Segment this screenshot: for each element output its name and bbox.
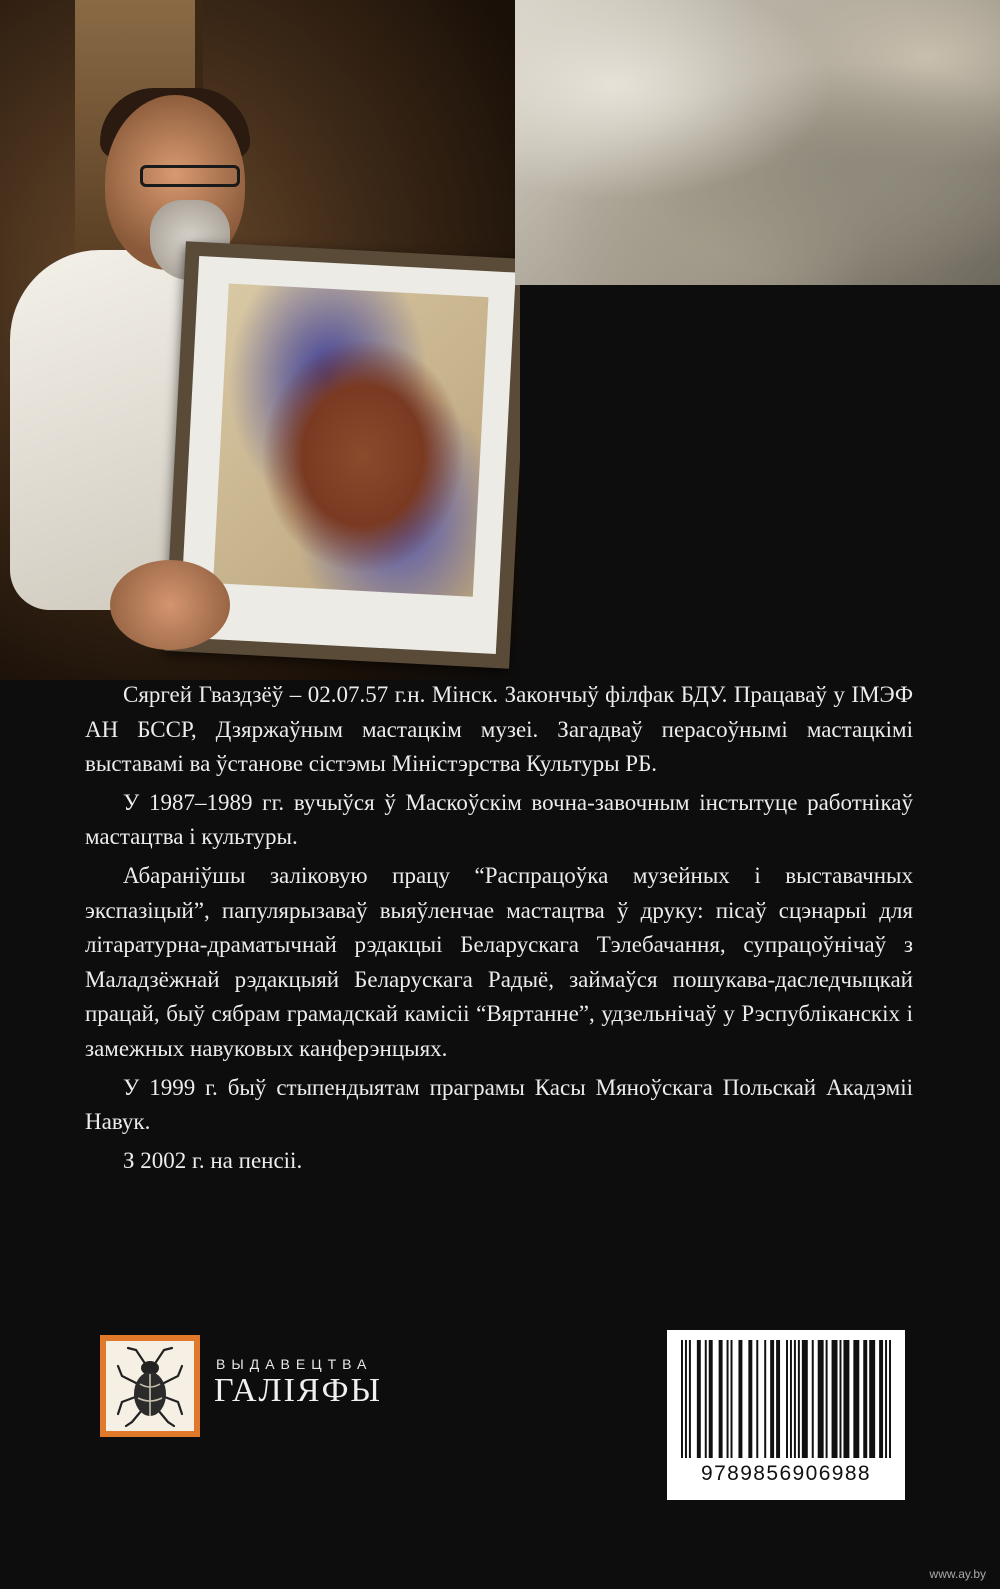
photo-glasses xyxy=(140,165,240,187)
site-watermark: www.ay.by xyxy=(929,1567,986,1581)
barcode-bar xyxy=(798,1340,800,1458)
barcode-bar xyxy=(818,1340,824,1458)
artwork-painting xyxy=(213,284,488,597)
publisher-label: ВЫДАВЕЦТВА xyxy=(216,1356,373,1372)
barcode-bar xyxy=(689,1340,691,1458)
isbn-number: 9789856906988 xyxy=(700,1462,872,1485)
author-bio xyxy=(85,678,913,1182)
barcode-bar xyxy=(770,1340,774,1458)
barcode-bar xyxy=(869,1340,875,1458)
barcode-bar xyxy=(889,1340,891,1458)
barcode-bar xyxy=(709,1340,713,1458)
barcode-bar xyxy=(727,1340,729,1458)
barcode-bars xyxy=(681,1340,891,1458)
barcode-bar xyxy=(879,1340,883,1458)
photo-hand xyxy=(110,560,230,650)
barcode-bar xyxy=(839,1340,841,1458)
barcode-bar xyxy=(685,1340,687,1458)
bio-paragraph: Сяргей Гваздзёў – 02.07.57 г.н. Мінск. Закончыў філфак БДУ. Працаваў у ІМЭФ АН БССР, Дзяржаўным мастацкім музеі. Загадваў перасоўнымі мастацкімі выставамі ва ўстанове сістэмы Міністэрства Культуры РБ. xyxy=(85,682,913,777)
barcode-bar xyxy=(853,1340,859,1458)
author-photo xyxy=(0,0,520,680)
bio-paragraph: У 1999 г. быў стыпендыятам праграмы Касы Мяноўскага Польскай Акадэміі Навук. xyxy=(85,1074,913,1135)
publisher-logo xyxy=(100,1335,200,1437)
barcode-bar xyxy=(794,1340,796,1458)
barcode-bar xyxy=(812,1340,814,1458)
barcode-bar xyxy=(776,1340,780,1458)
painting-texture xyxy=(515,0,1000,285)
bio-paragraph: З 2002 г. на пенсіі. xyxy=(123,1147,303,1173)
barcode-bar xyxy=(786,1340,788,1458)
barcode-bar xyxy=(843,1340,849,1458)
bio-paragraph: У 1987–1989 гг. вучыўся ў Маскоўскім вочна-завочным інстытуце работнікаў мастацтва і культуры. xyxy=(85,789,913,850)
barcode-bar xyxy=(764,1340,766,1458)
publisher-name: ГАЛІЯФЫ xyxy=(214,1372,383,1409)
barcode-bar xyxy=(826,1340,828,1458)
barcode-bar xyxy=(697,1340,701,1458)
publisher-logo-inner xyxy=(106,1341,194,1431)
barcode-bar xyxy=(885,1340,887,1458)
barcode-bar xyxy=(681,1340,683,1458)
barcode-bar xyxy=(756,1340,758,1458)
barcode-bar xyxy=(802,1340,808,1458)
barcode-bar xyxy=(863,1340,867,1458)
barcode-bar xyxy=(748,1340,752,1458)
barcode-bar xyxy=(832,1340,838,1458)
barcode-bar xyxy=(719,1340,723,1458)
barcode-bar xyxy=(738,1340,742,1458)
bio-paragraph: Абараніўшы заліковую працу “Распрацоўка музейных і выставачных экспазіцый”, папулярызаваў выяўленчае мастацтва ў друку: пісаў сцэнарыі для літаратурна-драматычнай рэдакцыі Беларускага Тэлебачання, супрацоўнічаў з Маладзёжнай рэдакцыяй Беларускага Радыё, займаўся пошукава-даследчыцкай працай, быў сябрам грамадскай камісіі “Вяртанне”, удзельнічаў у Рэспубліканскіх і замежных навуковых канферэнцыях. xyxy=(85,862,913,1061)
barcode-bar xyxy=(731,1340,733,1458)
beetle-icon xyxy=(114,1344,186,1428)
isbn-barcode xyxy=(667,1330,905,1500)
barcode-bar xyxy=(790,1340,792,1458)
barcode-bar xyxy=(705,1340,707,1458)
